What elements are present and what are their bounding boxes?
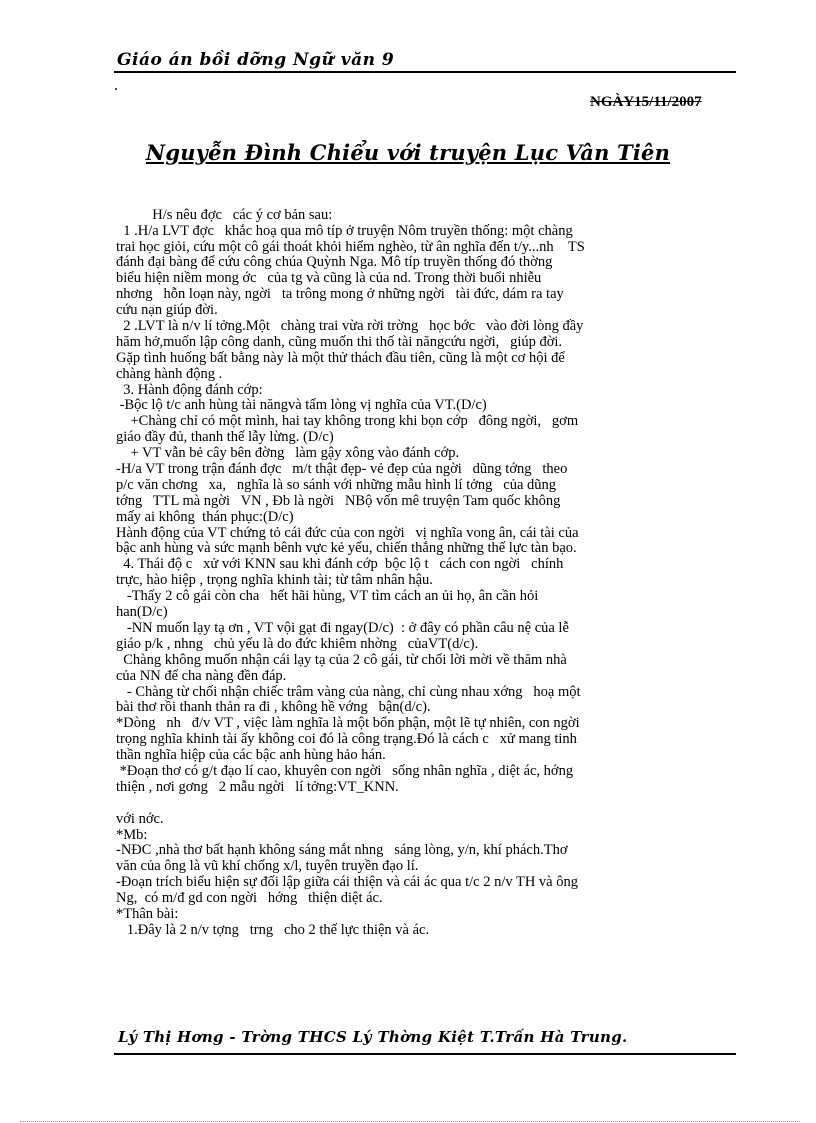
text-line: trọng nghĩa khinh tài ấy không coi đó là công trạng.Đó là cách c xử mang tinh <box>116 732 577 748</box>
text-line: *Thân bài: <box>116 906 179 922</box>
text-line: bài thơ rồi thanh thản ra đi , không hề vớng bận(d/c). <box>116 700 431 716</box>
text-line: -NĐC ,nhà thơ bất hạnh không sáng mắt nhng sáng lòng, y/n, khí phách.Thơ <box>116 843 568 859</box>
text-line: p/c văn chơng xa, nghĩa là so sánh với những mẫu hình lí tởng của dũng <box>116 477 557 493</box>
text-line: văn của ông là vũ khí chống x/l, tuyên truyền đạo lí. <box>116 859 419 875</box>
text-line: 4. Thái độ c xử với KNN sau khi đánh cớp bộc lộ t cách con ngời chính <box>116 557 564 573</box>
text-line: -H/a VT trong trận đánh đợc m/t thật đẹp- vẻ đẹp của ngời dũng tớng theo <box>116 462 568 478</box>
text-line: hăm hở,muốn lập công danh, cũng muốn thi thố tài năngcứu ngời, giúp đời. <box>116 334 563 350</box>
text-line: trai học giỏi, cứu một cô gái thoát khỏi hiểm nghèo, từ ân nghĩa đến t/y...nh TS <box>116 239 585 255</box>
text-line: - Chàng từ chối nhận chiếc trâm vàng của nàng, chỉ cùng nhau xớng hoạ một <box>116 684 581 700</box>
text-line: trực, hào hiệp , trọng nghĩa khinh tài; từ tâm nhân hậu. <box>116 573 433 589</box>
text-line: Hành động của VT chứng tỏ cái đức của con ngời vị nghĩa vong ân, cái tài của <box>116 525 579 541</box>
page-footer: Lý Thị Hơng - Trờng THCS Lý Thờng Kiệt T.Trấn Hà Trung. <box>118 1028 628 1046</box>
text-line: 1.Đây là 2 n/v tợng trng cho 2 thế lực thiện và ác. <box>116 922 430 938</box>
text-line: tớng TTL mà ngời VN , Đb là ngời NBộ vốn mê truyện Tam quốc không <box>116 493 561 509</box>
question-1-text <box>163 191 502 192</box>
text-line: han(D/c) <box>116 605 168 621</box>
text-line: *Mb: <box>116 827 148 843</box>
text-line: -Bộc lộ t/c anh hùng tài năngvà tấm lòng vị nghĩa của VT.(D/c) <box>116 398 487 414</box>
text-line: Ng, có m/đ gd con ngời hớng thiện diệt ác. <box>116 891 383 907</box>
header-divider <box>114 71 736 73</box>
text-line: 3. Hành động đánh cớp: <box>116 382 263 398</box>
question-3-lines <box>116 812 728 939</box>
question-1 <box>116 176 728 192</box>
stray-dot <box>115 88 117 90</box>
text-line: của NN để cha nàng đền đáp. <box>116 668 287 684</box>
text-line: *Đoạn thơ có g/t đạo lí cao, khuyên con ngời sống nhân nghĩa , diệt ác, hớng <box>116 763 574 779</box>
text-line: H/s nêu đợc các ý cơ bản sau: <box>116 207 333 223</box>
text-line: cứu nạn giúp đời. <box>116 303 218 319</box>
text-line: thần nghĩa hiệp của các bậc anh hùng hảo hán. <box>116 748 386 764</box>
text-line: chàng hành động . <box>116 366 223 382</box>
question-1-label <box>131 191 164 192</box>
text-line: mấy ai không thán phục:(D/c) <box>116 509 294 525</box>
question-3-text <box>167 811 578 812</box>
text-line: -Thấy 2 cô gái còn cha hết hãi hùng, VT tìm cách an ủi họ, ân cần hỏi <box>116 589 539 605</box>
text-line: + VT vẫn bẻ cây bên đờng làm gậy xông vào đánh cớp. <box>116 446 460 462</box>
text-line: giáo p/k , nhng chủ yếu là do đức khiêm nhờng củaVT(d/c). <box>116 636 479 652</box>
document-title: Nguyễn Đình Chiểu với truyện Lục Vân Tiên <box>145 140 671 165</box>
page-header: Giáo án bồi dỡng Ngữ văn 9 <box>117 50 395 70</box>
text-line: thiện , nơi gơng 2 mẫu ngời lí tởng:VT_KNN. <box>116 779 399 795</box>
text-line: bậc anh hùng và sức mạnh bênh vực kẻ yếu, chiến thắng những thế lực tàn bạo. <box>116 541 577 557</box>
text-line: +Chàng chỉ có một mình, hai tay không trong khi bọn cớp đông ngời, gơm <box>116 414 579 430</box>
page-bottom-edge <box>20 1121 800 1122</box>
question-2 <box>116 192 728 208</box>
text-line: Gặp tình huống bất bằng này là một thử thách đầu tiên, cũng là một cơ hội để <box>116 350 565 366</box>
document-body <box>116 176 728 939</box>
text-line: đánh đại bàng để cứu công chúa Quỳnh Nga. Mô típ truyền thống đó thờng <box>116 255 553 271</box>
footer-divider <box>114 1053 736 1055</box>
text-line: Chàng không muốn nhận cái lạy tạ của 2 cô gái, từ chối lời mời về thăm nhà <box>116 652 567 668</box>
text-line: với nớc. <box>116 811 164 827</box>
answer-lines <box>116 208 728 796</box>
text-line: -NN muốn lạy tạ ơn , VT vội gạt đi ngay(D/c) : ở đây có phần câu nệ của lễ <box>116 620 569 636</box>
text-line: giáo đầy đủ, thanh thế lẫy lừng. (D/c) <box>116 430 334 446</box>
text-line: nhơng hỗn loạn này, ngời ta trông mong ở những ngời tài đức, dám ra tay <box>116 287 564 303</box>
text-line: -Đoạn trích biểu hiện sự đối lập giữa cái thiện và cái ác qua t/c 2 n/v TH và ông <box>116 875 578 891</box>
text-line: biểu hiện niềm mong ớc của tg và cũng là của nd. Trong thời buổi nhiễu <box>116 271 542 287</box>
text-line: 2 .LVT là n/v lí tởng.Một chàng trai vừa rời trờng học bớc vào đời lòng đầy <box>116 319 584 335</box>
date-line: NGÀY15/11/2007 <box>590 94 702 110</box>
question-3 <box>116 796 728 812</box>
text-line: 1 .H/a LVT đợc khắc hoạ qua mô típ ở truyện Nôm truyền thống: một chàng <box>116 223 573 239</box>
text-line: *Dòng nh đ/v VT , việc làm nghĩa là một bổn phận, một lẽ tự nhiên, con ngời <box>116 716 580 732</box>
